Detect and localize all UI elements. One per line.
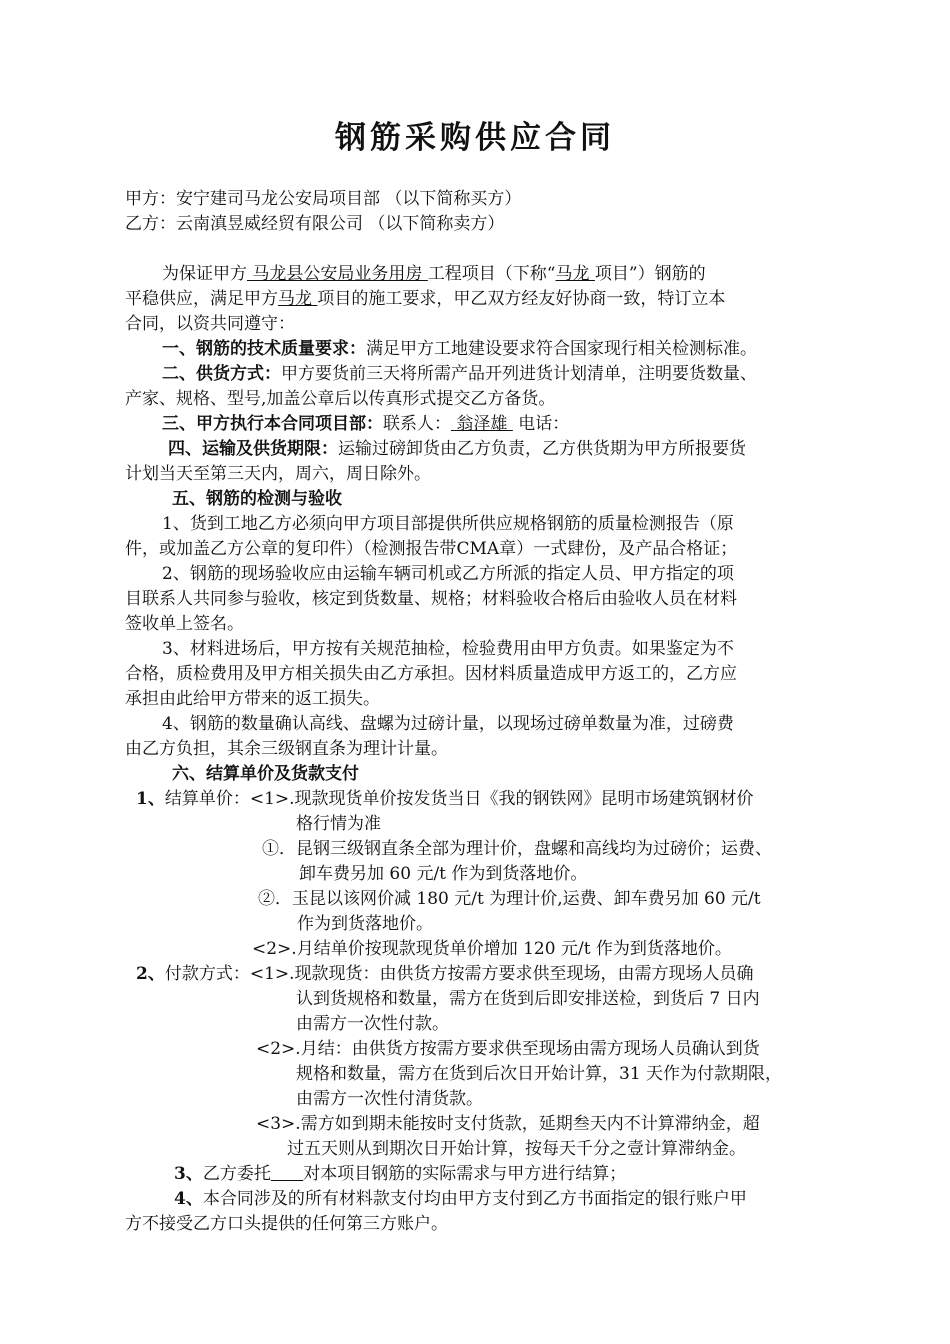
s6-item-1-monthly: <2>.月结单价按现款现货单价增加 120 元/t 作为到货落地价。 (252, 939, 732, 959)
section-heading: 四、运输及供货期限： (168, 439, 338, 459)
s6-item-1-line-1 (136, 787, 754, 811)
contact-label: 联系人： (383, 414, 451, 434)
s6-item-2-monthly-1: <2>.月结：由供货方按需方要求供至现场由需方现场人员确认到货 (256, 1039, 760, 1059)
section-5-p3-line-2: 合格，质检费用及甲方相关损失由乙方承担。因材料质量造成甲方返工的，乙方应 (125, 664, 737, 684)
s6-item-1-line-2: 格行情为准 (296, 814, 381, 834)
contact-name: 翁泽雄 (451, 414, 513, 434)
intro-text: 平稳供应，满足甲方 (125, 289, 278, 309)
item-number: 3、 (174, 1164, 203, 1184)
item-text: <1>.现款现货：由供货方按需方要求供至现场，由需方现场人员确 (249, 964, 754, 984)
s6-item-2-line-1 (136, 962, 754, 986)
section-text: 满足甲方工地建设要求符合国家现行相关检测标准。 (366, 339, 757, 359)
item-number: 1、 (136, 789, 165, 809)
s6-item-2-line-2: 认到货规格和数量，需方在货到后即安排送检，到货后 7 日内 (296, 989, 760, 1009)
blank-field (271, 1164, 303, 1184)
item-number: 4、 (174, 1189, 203, 1209)
section-text: 甲方要货前三天将所需产品开列进货计划清单，注明要货数量、 (281, 364, 757, 384)
s6-item-2-late-2: 过五天则从到期次日开始计算，按每天千分之壹计算滞纳金。 (287, 1139, 746, 1159)
intro-text: 项目”）钢筋的 (594, 264, 706, 284)
s6-item-1-yukun-2: 作为到货落地价。 (297, 914, 433, 934)
section-2-line-1 (162, 362, 757, 386)
intro-line-1 (162, 262, 706, 286)
intro-line-2 (125, 287, 725, 311)
intro-text: 项目的施工要求，甲乙双方经友好协商一致，特订立本 (317, 289, 726, 309)
section-heading: 二、供货方式： (162, 364, 281, 384)
section-4-line-1 (168, 437, 746, 461)
party-a-line: 甲方：安宁建司马龙公安局项目部 （以下简称买方） (125, 189, 522, 209)
section-5-p3-line-3: 承担由此给甲方带来的返工损失。 (125, 689, 380, 709)
section-2-line-2: 产家、规格、型号,加盖公章后以传真形式提交乙方备货。 (125, 389, 556, 409)
section-6-heading: 六、结算单价及货款支付 (172, 764, 359, 784)
section-heading: 一、钢筋的技术质量要求： (162, 339, 366, 359)
intro-line-3: 合同，以资共同遵守： (125, 314, 295, 334)
section-4-line-2: 计划当天至第三天内，周六，周日除外。 (125, 464, 431, 484)
section-1 (162, 337, 757, 361)
section-5-p4-line-1: 4、钢筋的数量确认高线、盘螺为过磅计量，以现场过磅单数量为准，过磅费 (162, 714, 734, 734)
item-number: 2、 (136, 964, 165, 984)
s6-item-2-line-3: 由需方一次性付款。 (296, 1014, 449, 1034)
s6-item-4-line-1 (174, 1187, 747, 1211)
project-name: 马龙县公安局业务用房 (247, 264, 428, 284)
phone-label: 电话： (512, 414, 570, 434)
s6-item-2-late-1: <3>.需方如到期未能按时支付货款，延期叁天内不计算滞纳金，超 (256, 1114, 760, 1134)
section-5-p4-line-2: 由乙方负担，其余三级钢直条为理计计量。 (125, 739, 448, 759)
item-text: 对本项目钢筋的实际需求与甲方进行结算； (303, 1164, 627, 1184)
section-5-p2-line-1: 2、钢筋的现场验收应由运输车辆司机或乙方所派的指定人员、甲方指定的项 (162, 564, 734, 584)
document-title: 钢筋采购供应合同 (335, 120, 615, 156)
party-b-line: 乙方：云南滇昱威经贸有限公司 （以下简称卖方） (125, 214, 505, 234)
section-5-p2-line-3: 签收单上签名。 (125, 614, 244, 634)
s6-item-4-line-2: 方不接受乙方口头提供的任何第三方账户。 (125, 1214, 448, 1234)
section-3 (162, 412, 569, 436)
item-text: <1>.现款现货单价按发货当日《我的钢铁网》昆明市场建筑钢材价 (249, 789, 754, 809)
s6-item-2-monthly-3: 由需方一次性付清货款。 (296, 1089, 483, 1109)
section-5-heading: 五、钢筋的检测与验收 (172, 489, 342, 509)
item-text: 乙方委托 (202, 1164, 271, 1184)
project-short-name: 马龙 (278, 289, 318, 309)
item-text: 本合同涉及的所有材料款支付均由甲方支付到乙方书面指定的银行账户甲 (202, 1189, 747, 1209)
s6-item-1-kungang-1: ①．昆钢三级钢直条全部为理计价，盘螺和高线均为过磅价；运费、 (262, 839, 772, 859)
s6-item-2-monthly-2: 规格和数量，需方在货到后次日开始计算，31 天作为付款期限， (296, 1064, 783, 1084)
intro-text: 为保证甲方 (162, 264, 247, 284)
section-text: 运输过磅卸货由乙方负责，乙方供货期为甲方所报要货 (338, 439, 746, 459)
s6-item-3 (174, 1162, 626, 1186)
section-5-p1-line-1: 1、货到工地乙方必须向甲方项目部提供所供应规格钢筋的质量检测报告（原 (162, 514, 734, 534)
section-5-p2-line-2: 目联系人共同参与验收，核定到货数量、规格；材料验收合格后由验收人员在材料 (125, 589, 737, 609)
section-5-p3-line-1: 3、材料进场后，甲方按有关规范抽检，检验费用由甲方负责。如果鉴定为不 (162, 639, 734, 659)
item-label: 付款方式： (164, 964, 250, 984)
s6-item-1-yukun-1: ②．玉昆以该网价减 180 元/t 为理计价,运费、卸车费另加 60 元/t (258, 889, 761, 909)
section-heading: 三、甲方执行本合同项目部： (162, 414, 383, 434)
item-label: 结算单价： (164, 789, 250, 809)
project-short-name: 马龙 (555, 264, 595, 284)
intro-text: 工程项目（下称“ (427, 264, 556, 284)
section-5-p1-line-2: 件，或加盖乙方公章的复印件）（检测报告带CMA章）一式肆份，及产品合格证； (125, 539, 738, 559)
s6-item-1-kungang-2: 卸车费另加 60 元/t 作为到货落地价。 (299, 864, 588, 884)
